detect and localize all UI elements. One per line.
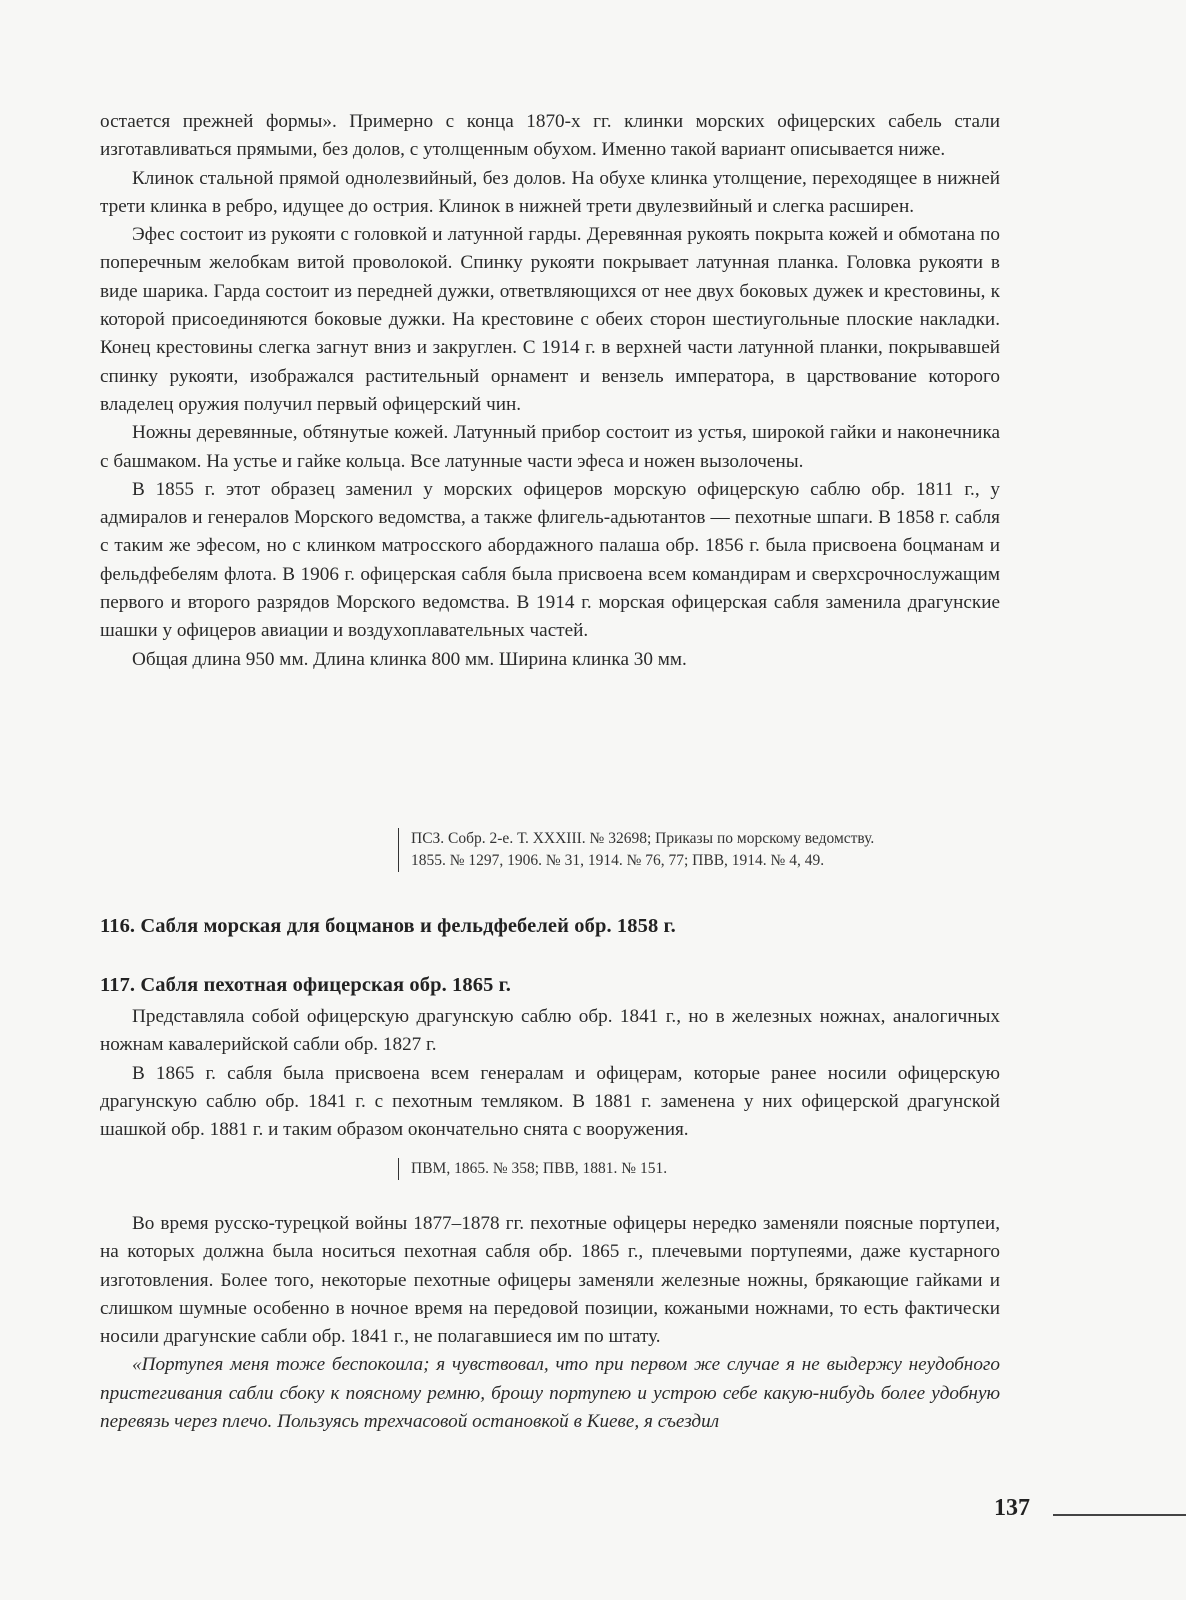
section-heading-116: 116. Сабля морская для боцманов и фельдфебелей обр. 1858 г. — [100, 915, 676, 937]
body-paragraph: Клинок стальной прямой однолезвийный, без долов. На обухе клинка утолщение, переходящее в нижней трети клинка в ребро, идущее до острия. Клинок в нижней трети двулезвийный и слегка расширен. — [100, 167, 1000, 217]
quote-paragraph: «Портупея меня тоже беспокоила; я чувствовал, что при первом же случае я не выдержу неудобного пристегивания сабли сбоку к поясному ремню, брошу портупею и устрою себе какую-нибудь более удобную перевязь через плечо. Пользуясь трехчасовой остановкой в Киеве, я съездил — [100, 1354, 1000, 1433]
reference-line: ПСЗ. Собр. 2-е. Т. XXXIII. № 32698; Приказы по морскому ведомству. — [411, 830, 875, 847]
body-paragraph: Во время русско-турецкой войны 1877–1878 гг. пехотные офицеры нередко заменяли поясные портупеи, на которых должна была носиться пехотная сабля обр. 1865 г., плечевыми портупеями, даже кустарного изготовления. Более того, некоторые пехотные офицеры заменяли железные ножны, брякающие гайками и слишком шумные особенно в ночное время на передовой позиции, кожаными ножнами, то есть фактически носили драгунские сабли обр. 1841 г., не полагавшиеся им по штату. — [100, 1213, 1000, 1348]
page-number: 137 — [994, 1495, 1030, 1521]
body-paragraph: Ножны деревянные, обтянутые кожей. Латунный прибор состоит из устья, широкой гайки и наконечника с башмаком. На устье и гайке кольца. Все латунные части эфеса и ножен вызолочены. — [100, 422, 1000, 472]
body-paragraph: В 1855 г. этот образец заменил у морских офицеров морскую офицерскую саблю обр. 1811 г., у адмиралов и генералов Морского ведомства, а также флигель-адьютантов — пехотные шпаги. В 1858 г. сабля с таким же эфесом, но с клинком матросского абордажного палаша обр. 1856 г. была присвоена боцманам и фельдфебелям флота. В 1906 г. офицерская сабля была присвоена всем командирам и сверхсрочнослужащим первого и второго разрядов Морского ведомства. В 1914 г. морская офицерская сабля заменила драгунские шашки у офицеров авиации и воздухоплавательных частей. — [100, 478, 1000, 642]
body-paragraph: Общая длина 950 мм. Длина клинка 800 мм. Ширина клинка 30 мм. — [132, 648, 687, 670]
body-paragraph: В 1865 г. сабля была присвоена всем генералам и офицерам, которые ранее носили офицерскую драгунскую саблю обр. 1841 г. с пехотным темляком. В 1881 г. заменена у них офицерской драгунской шашкой обр. 1881 г. и таким образом окончательно снята с вооружения. — [100, 1062, 1000, 1141]
section-115-body — [100, 108, 1000, 674]
body-paragraph: Представляла собой офицерскую драгунскую саблю обр. 1841 г., но в железных ножнах, аналогичных ножнам кавалерийской сабли обр. 1827 г. — [100, 1006, 1000, 1056]
source-reference — [398, 828, 1011, 872]
reference-line: 1855. № 1297, 1906. № 31, 1914. № 76, 77; ПВВ, 1914. № 4, 49. — [411, 852, 825, 869]
source-reference: ПВМ, 1865. № 358; ПВВ, 1881. № 151. — [398, 1158, 667, 1180]
body-paragraph: остается прежней формы». Примерно с конца 1870-х гг. клинки морских офицерских сабель стали изготавливаться прямыми, без долов, с утолщенным обухом. Именно такой вариант описывается ниже. — [100, 111, 1000, 161]
section-117-body — [100, 1003, 1000, 1144]
war-section-body — [100, 1210, 1000, 1436]
body-paragraph: Эфес состоит из рукояти с головкой и латунной гарды. Деревянная рукоять покрыта кожей и обмотана по поперечным желобкам витой проволокой. Спинку рукояти покрывает латунная планка. Головка рукояти в виде шарика. Гарда состоит из передней дужки, ответвляющихся от нее двух боковых дужек и крестовины, к которой присоединяются боковые дужки. На крестовине с обеих сторон шестиугольные плоские накладки. Конец крестовины слегка загнут вниз и закруглен. С 1914 г. в верхней части латунной планки, покрывавшей спинку рукояти, изображался растительный орнамент и вензель императора, в царствование которого владелец оружия получил первый офицерский чин. — [100, 224, 1000, 415]
page-number-rule — [1053, 1514, 1186, 1516]
section-heading-117: 117. Сабля пехотная офицерская обр. 1865 г. — [100, 974, 511, 996]
